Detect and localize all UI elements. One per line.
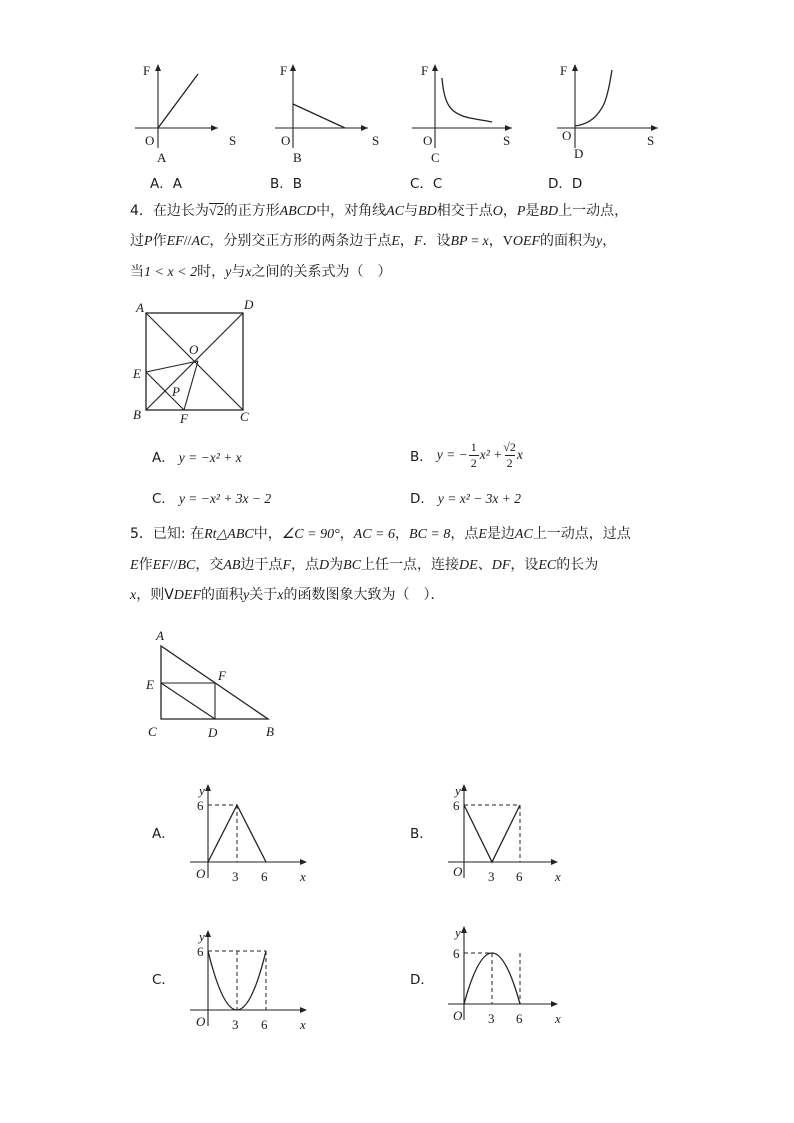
q3-option-a[interactable]: A．A bbox=[150, 176, 182, 192]
tick-x-3: 3 bbox=[232, 869, 239, 884]
label-d: D bbox=[244, 297, 254, 312]
q5-graph-d bbox=[448, 925, 561, 1026]
label-e: E bbox=[146, 677, 154, 692]
q4-option-b[interactable]: B． y = − $\frac{1}{2}$ x² + $\frac{√2}{2}$ x bbox=[410, 439, 523, 470]
label-d: D bbox=[208, 725, 218, 740]
tick-x-6: 6 bbox=[516, 1011, 523, 1026]
tick-y: 6 bbox=[453, 798, 460, 813]
q5-graph-b bbox=[448, 783, 561, 884]
q5-option-b[interactable]: B． bbox=[410, 826, 433, 842]
origin-label: O bbox=[196, 866, 206, 881]
q4-stem-line-3: 当1 < x < 2时，y与x之间的关系式为（ ） bbox=[130, 264, 392, 280]
tick-x-6: 6 bbox=[261, 1017, 268, 1032]
origin-label: O bbox=[281, 133, 291, 148]
axis-label-x: S bbox=[647, 133, 655, 148]
origin-label: O bbox=[196, 1014, 206, 1029]
tick-y: 6 bbox=[197, 798, 204, 813]
axis-label-x: S bbox=[229, 133, 237, 148]
label-p: P bbox=[172, 384, 180, 399]
origin-label: O bbox=[453, 1008, 463, 1023]
x-axis-arrow-icon bbox=[551, 859, 558, 865]
axis-label-y: F bbox=[560, 63, 568, 78]
q3-option-b[interactable]: B．B bbox=[270, 176, 303, 192]
label-o: O bbox=[189, 342, 199, 357]
origin-label: O bbox=[145, 133, 155, 148]
q5-graph-c bbox=[190, 929, 307, 1032]
curve-v-shape bbox=[464, 805, 520, 862]
q4-option-c[interactable]: C． y = −x² + 3x − 2 bbox=[152, 491, 272, 507]
tick-x-3: 3 bbox=[488, 1011, 495, 1026]
label-b: B bbox=[266, 724, 274, 739]
axis-label-y: y bbox=[455, 925, 461, 940]
tick-x-6: 6 bbox=[261, 869, 268, 884]
q5-stem-line-3: x，则VDEF的面积y关于x的函数图象大致为（ ）． bbox=[130, 587, 445, 603]
q3-option-d[interactable]: D．D bbox=[548, 176, 583, 192]
axis-label-x: x bbox=[555, 1011, 561, 1026]
label-a: A bbox=[136, 300, 144, 315]
panel-label: A bbox=[157, 150, 167, 165]
axis-label-x: S bbox=[372, 133, 380, 148]
q5-stem-line-1: 5．已知: 在Rt△ABC中，∠C = 90°，AC = 6，BC = 8，点E是边AC上一动点，过点 bbox=[130, 526, 631, 542]
axis-label-y: y bbox=[199, 783, 205, 798]
y-axis-arrow-icon bbox=[461, 926, 467, 933]
q3-option-c[interactable]: C．C bbox=[410, 176, 443, 192]
axis-label-x: x bbox=[300, 1017, 306, 1032]
panel-label: B bbox=[293, 150, 302, 165]
tick-x-3: 3 bbox=[488, 869, 495, 884]
origin-label: O bbox=[562, 128, 572, 143]
q5-option-a[interactable]: A． bbox=[152, 826, 175, 842]
label-f: F bbox=[218, 668, 226, 683]
x-axis-arrow-icon bbox=[300, 1007, 307, 1013]
q5-option-c[interactable]: C． bbox=[152, 972, 175, 988]
origin-label: O bbox=[453, 864, 463, 879]
tick-y: 6 bbox=[453, 946, 460, 961]
x-axis-arrow-icon bbox=[551, 1001, 558, 1007]
x-axis-arrow-icon bbox=[300, 859, 307, 865]
panel-label: D bbox=[574, 146, 584, 161]
q5-stem-line-2: E作EF//BC，交AB边于点F，点D为BC上任一点，连接DE、DF，设EC的长为 bbox=[130, 557, 599, 573]
y-axis-arrow-icon bbox=[205, 930, 211, 937]
q4-option-d[interactable]: D． y = x² − 3x + 2 bbox=[410, 491, 522, 507]
q4-stem-line-1: 4．在边长为√2的正方形ABCD中，对角线AC与BD相交于点O，P是BD上一动点， bbox=[130, 203, 629, 219]
axis-label-y: F bbox=[280, 63, 288, 78]
label-c: C bbox=[148, 724, 157, 739]
axis-label-x: S bbox=[503, 133, 511, 148]
y-axis-arrow-icon bbox=[461, 784, 467, 791]
axis-label-y: F bbox=[421, 63, 429, 78]
axis-label-x: x bbox=[300, 869, 306, 884]
y-axis-arrow-icon bbox=[205, 784, 211, 791]
label-b: B bbox=[133, 407, 141, 422]
panel-label: C bbox=[431, 150, 440, 165]
q4-stem-line-2: 过P作EF//AC，分别交正方形的两条边于点E，F．设BP = x，VOEF的面积为y， bbox=[130, 233, 617, 249]
q5-graph-a bbox=[190, 783, 307, 884]
axis-label-y: F bbox=[143, 63, 151, 78]
q4-option-a[interactable]: A． y = −x² + x bbox=[152, 450, 242, 466]
axis-label-y: y bbox=[199, 929, 205, 944]
tick-y: 6 bbox=[197, 944, 204, 959]
axis-label-y: y bbox=[455, 783, 461, 798]
label-e: E bbox=[133, 366, 141, 381]
origin-label: O bbox=[423, 133, 433, 148]
tick-x-3: 3 bbox=[232, 1017, 239, 1032]
label-f: F bbox=[180, 411, 188, 426]
label-a: A bbox=[156, 628, 164, 643]
q5-option-d[interactable]: D． bbox=[410, 972, 434, 988]
axis-label-x: x bbox=[555, 869, 561, 884]
label-c: C bbox=[240, 409, 249, 424]
tick-x-6: 6 bbox=[516, 869, 523, 884]
